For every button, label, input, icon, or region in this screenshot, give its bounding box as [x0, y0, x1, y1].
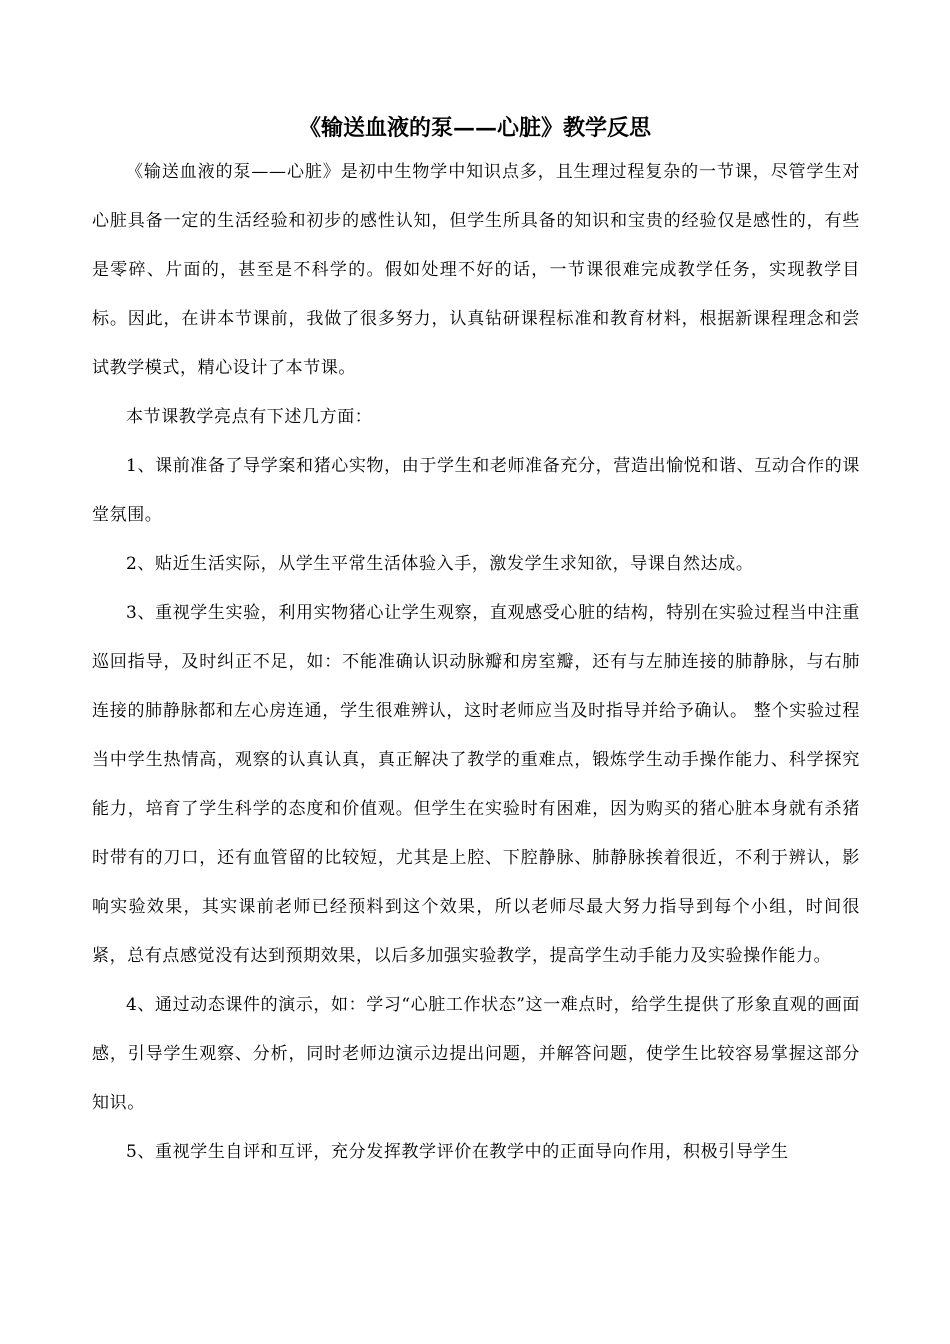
intro-paragraph: 《输送血液的泵——心脏》是初中生物学中知识点多，且生理过程复杂的一节课，尽管学生对心脏具备一定的生活经验和初步的感性认知，但学生所具备的知识和宝贵的经验仅是感性的，有些是零碎、片面的，甚至是不科学的。假如处理不好的话，一节课很难完成教学任务，实现教学目标。因此，在讲本节课前，我做了很多努力，认真钻研课程标准和教育材料，根据新课程理念和尝试教学模式，精心设计了本节课。 — [92, 162, 860, 378]
highlights-heading-paragraph: 本节课教学亮点有下述几方面： — [126, 407, 373, 427]
point-5-paragraph: 5、重视学生自评和互评，充分发挥教学评价在教学中的正面导向作用，积极引导学生 — [126, 1142, 789, 1162]
point-3-paragraph: 3、重视学生实验，利用实物猪心让学生观察，直观感受心脏的结构，特别在实验过程当中注重巡回指导，及时纠正不足，如：不能准确认识动脉瓣和房室瓣，还有与左肺连接的肺静脉，与右肺连接的肺静脉都和左心房连通，学生很难辨认，这时老师应当及时指导并给予确认。 整个实验过程当中学生热情高，观察的认真认真，真正解决了教学的重难点，锻炼学生动手操作能力、科学探究能力，培育了学生科学的态度和价值观。但学生在实验时有困难，因为购买的猪心脏本身就有杀猪时带有的刀口，还有血管留的比较短，尤其是上腔、下腔静脉、肺静脉挨着很近，不利于辨认，影响实验效果，其实课前老师已经预料到这个效果，所以老师尽最大努力指导到每个小组，时间很紧，总有点感觉没有达到预期效果，以后多加强实验教学，提高学生动手能力及实验操作能力。 — [92, 603, 860, 966]
point-4-paragraph: 4、通过动态课件的演示，如：学习“心脏工作状态”这一难点时，给学生提供了形象直观的画面感，引导学生观察、分析，同时老师边演示边提出问题，并解答问题，使学生比较容易掌握这部分知识。 — [92, 995, 860, 1113]
document-body — [92, 148, 860, 1177]
point-1-paragraph: 1、课前准备了导学案和猪心实物，由于学生和老师准备充分，营造出愉悦和谐、互动合作的课堂氛围。 — [92, 456, 860, 525]
point-2-paragraph: 2、贴近生活实际，从学生平常生活体验入手，激发学生求知欲，导课自然达成。 — [126, 554, 754, 574]
document-title: 《输送血液的泵——心脏》教学反思 — [298, 115, 651, 141]
